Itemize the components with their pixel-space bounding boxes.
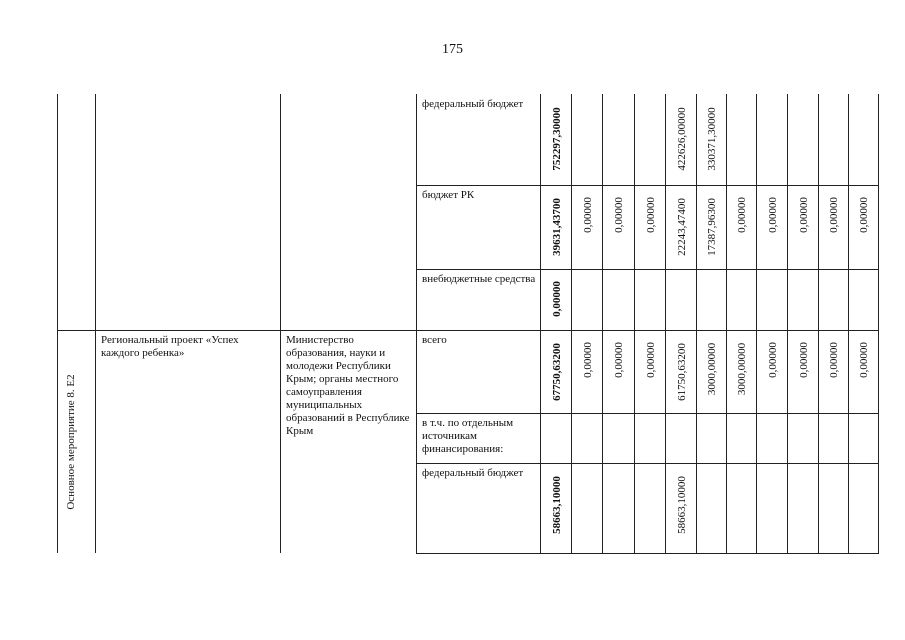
table-vline bbox=[280, 94, 281, 553]
year-value: 0,00000 bbox=[581, 196, 594, 233]
row-label: в т.ч. по отдельным источникам финансирования: bbox=[422, 417, 514, 455]
year-value: 58663,10000 bbox=[675, 476, 688, 534]
page-number: 175 bbox=[442, 42, 463, 57]
table-hline bbox=[416, 269, 879, 270]
total-value: 0,00000 bbox=[550, 280, 563, 317]
total-value: 67750,63200 bbox=[550, 343, 563, 401]
table-hline bbox=[416, 463, 879, 464]
year-value: 0,00000 bbox=[797, 341, 810, 378]
total-value: 58663,10000 bbox=[550, 476, 563, 534]
year-value: 0,00000 bbox=[644, 341, 657, 378]
year-value: 0,00000 bbox=[613, 196, 625, 233]
table-hline bbox=[416, 413, 879, 414]
year-value: 0,00000 bbox=[797, 196, 810, 233]
table-hline bbox=[416, 185, 879, 186]
total-value: 752297,30000 bbox=[550, 107, 563, 171]
row-label: федеральный бюджет bbox=[422, 467, 524, 479]
table-vline bbox=[878, 94, 879, 554]
table-vline bbox=[416, 94, 417, 554]
table-vline bbox=[848, 94, 849, 554]
section-separator bbox=[57, 330, 416, 331]
year-value: 0,00000 bbox=[828, 196, 840, 233]
table-vline bbox=[602, 94, 603, 554]
row-label: бюджет РК bbox=[422, 189, 475, 201]
table-vline bbox=[726, 94, 727, 554]
table-vline bbox=[95, 94, 96, 553]
year-value: 0,00000 bbox=[858, 341, 870, 378]
table-vline bbox=[696, 94, 697, 554]
table-vline bbox=[57, 94, 58, 553]
year-value: 17387,96300 bbox=[706, 198, 718, 256]
row-label: всего bbox=[422, 334, 447, 346]
year-value: 0,00000 bbox=[613, 341, 625, 378]
table-hline bbox=[416, 553, 879, 554]
table-vline bbox=[634, 94, 635, 554]
executor-name: Министерство образования, науки и молодежи Республики Крым; органы местного самоуправления муниципальных образований в Республике Крым bbox=[286, 334, 410, 437]
year-value: 22243,47400 bbox=[675, 198, 688, 256]
total-value: 39631,43700 bbox=[550, 198, 563, 256]
table-vline bbox=[787, 94, 788, 554]
year-value: 0,00000 bbox=[858, 196, 870, 233]
year-value: 330371,30000 bbox=[706, 107, 718, 171]
year-value: 61750,63200 bbox=[675, 343, 688, 401]
table-vline bbox=[665, 94, 666, 554]
project-name: Региональный проект «Успех каждого ребенка» bbox=[101, 334, 239, 359]
year-value: 0,00000 bbox=[766, 341, 779, 378]
year-value: 0,00000 bbox=[766, 196, 779, 233]
year-value: 0,00000 bbox=[736, 196, 748, 233]
row-label: внебюджетные средства bbox=[422, 273, 536, 285]
table-vline bbox=[571, 94, 572, 554]
year-value: 3000,00000 bbox=[736, 342, 748, 396]
measure-label: Основное мероприятие 8. Е2 bbox=[65, 374, 77, 510]
year-value: 0,00000 bbox=[828, 341, 840, 378]
table-vline bbox=[756, 94, 757, 554]
table-vline bbox=[540, 94, 541, 554]
year-value: 3000,00000 bbox=[706, 342, 718, 396]
row-label: федеральный бюджет bbox=[422, 98, 524, 110]
year-value: 422626,00000 bbox=[675, 107, 688, 171]
table-hline bbox=[416, 330, 879, 331]
year-value: 0,00000 bbox=[644, 196, 657, 233]
table-vline bbox=[818, 94, 819, 554]
year-value: 0,00000 bbox=[581, 341, 594, 378]
